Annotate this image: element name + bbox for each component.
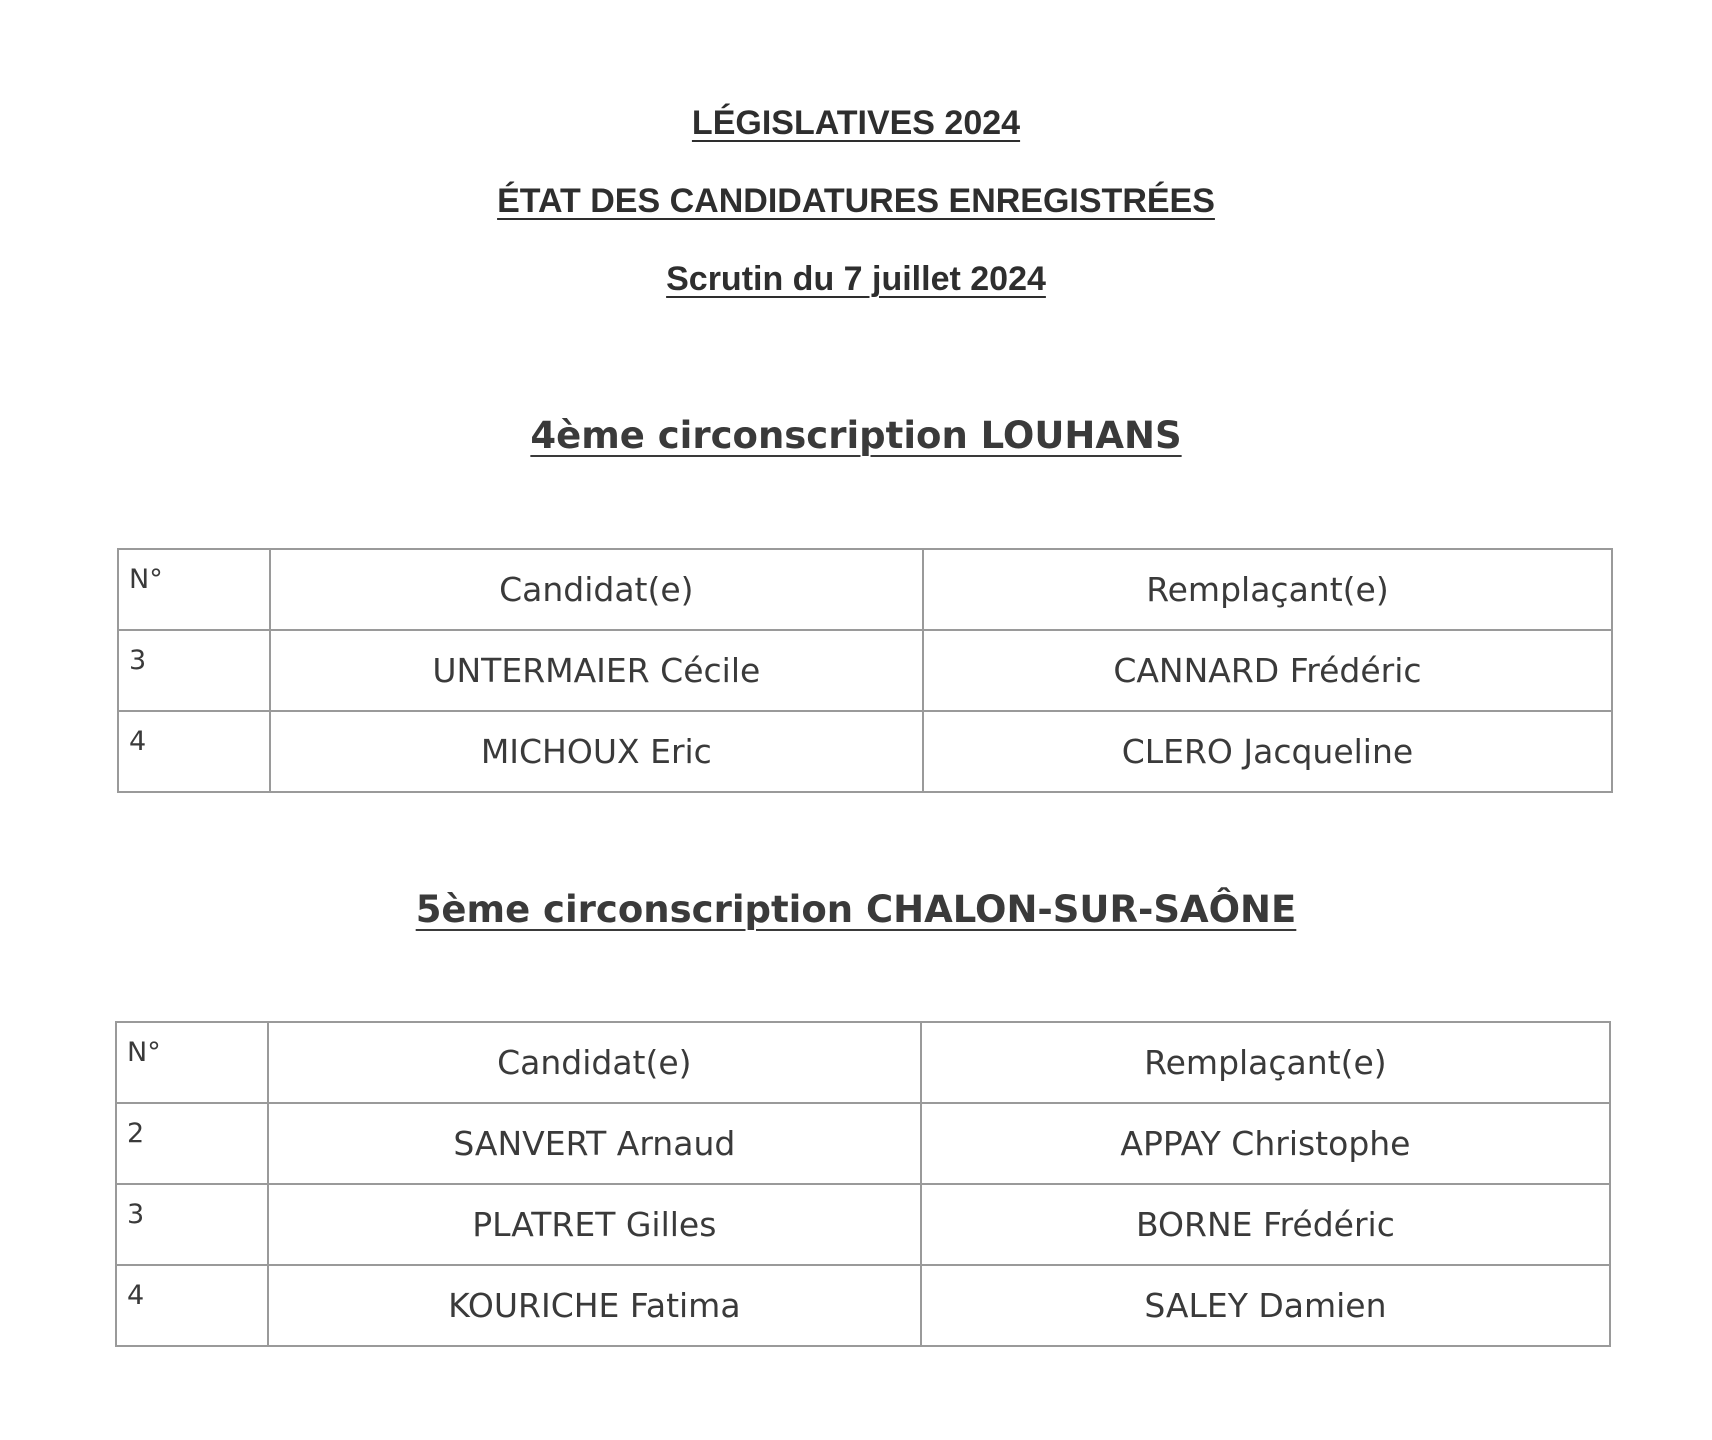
substitute-name: BORNE Frédéric [921,1184,1610,1265]
row-number: 4 [116,1265,268,1346]
candidate-name: PLATRET Gilles [268,1184,921,1265]
election-date [0,260,1712,299]
table-row [116,1265,1610,1346]
table-row [118,711,1612,792]
candidate-name: SANVERT Arnaud [268,1103,921,1184]
substitute-name: APPAY Christophe [921,1103,1610,1184]
column-header-substitute: Remplaçant(e) [923,549,1612,630]
candidate-name: KOURICHE Fatima [268,1265,921,1346]
column-header-candidate: Candidat(e) [268,1022,921,1103]
document-title [0,104,1712,143]
table-row [116,1103,1610,1184]
column-header-substitute: Remplaçant(e) [921,1022,1610,1103]
substitute-name: CANNARD Frédéric [923,630,1612,711]
candidate-name: MICHOUX Eric [270,711,923,792]
table-header-row [118,549,1612,630]
row-number: 2 [116,1103,268,1184]
column-header-number: N° [116,1022,268,1103]
table-row [118,630,1612,711]
row-number: 3 [116,1184,268,1265]
election-date-text: Scrutin du 7 juillet 2024 [666,260,1046,298]
candidate-name: UNTERMAIER Cécile [270,630,923,711]
column-header-candidate: Candidat(e) [270,549,923,630]
candidates-table-chalon-sur-saone [115,1021,1611,1347]
section-title-chalon-sur-saone [0,888,1712,931]
substitute-name: CLERO Jacqueline [923,711,1612,792]
row-number: 4 [118,711,270,792]
row-number: 3 [118,630,270,711]
candidates-table-louhans [117,548,1613,793]
substitute-name: SALEY Damien [921,1265,1610,1346]
table-row [116,1184,1610,1265]
section-title-text: 5ème circonscription CHALON-SUR-SAÔNE [415,888,1297,931]
column-header-number: N° [118,549,270,630]
document-subtitle-text: ÉTAT DES CANDIDATURES ENREGISTRÉES [497,182,1215,220]
document-subtitle [0,182,1712,221]
document-title-text: LÉGISLATIVES 2024 [691,104,1021,142]
section-title-louhans [0,414,1712,457]
section-title-text: 4ème circonscription LOUHANS [530,414,1182,457]
table-header-row [116,1022,1610,1103]
